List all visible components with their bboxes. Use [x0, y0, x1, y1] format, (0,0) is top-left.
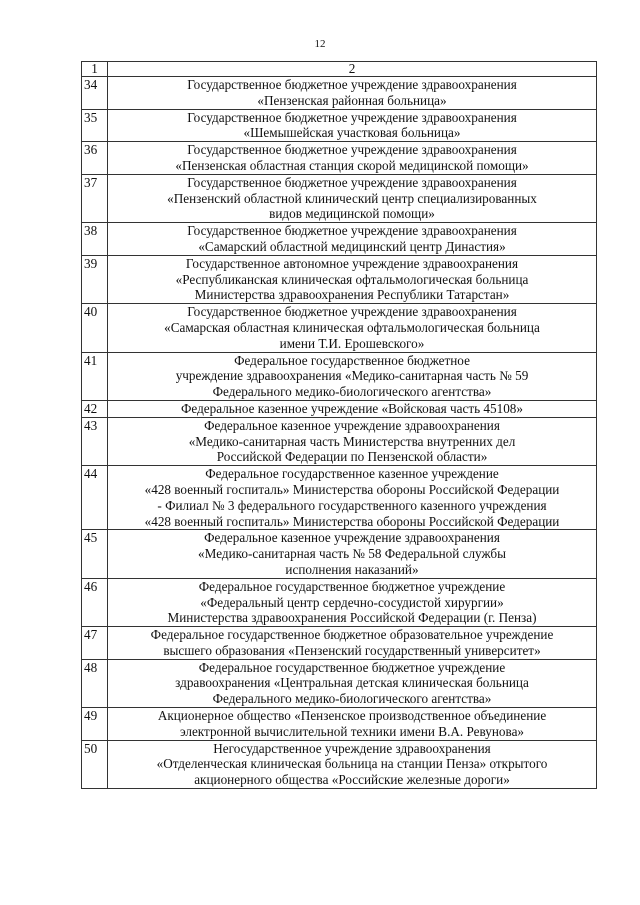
table-row: [82, 174, 597, 222]
institution-name-line: Федеральное государственное бюджетное учреждение: [198, 659, 506, 675]
header-col-name: 2: [108, 62, 597, 77]
institution-name: [108, 740, 597, 788]
page-number: 12: [314, 38, 326, 50]
institution-name-line: Акционерное общество «Пензенское производственное объединение: [157, 708, 547, 724]
row-number: 47: [82, 627, 108, 660]
institution-name: [108, 352, 597, 400]
institution-name-line: акционерного общества «Российские железные дороги»: [194, 772, 510, 788]
row-number: 45: [82, 530, 108, 578]
institution-name-line: Федеральное казенное учреждение здравоохранения: [204, 417, 500, 433]
institution-name-line: «Республиканская клиническая офтальмологическая больница: [175, 271, 529, 287]
table-row: [82, 352, 597, 400]
row-number: 37: [82, 174, 108, 222]
institution-name-line: видов медицинской помощи»: [269, 206, 435, 222]
institution-name-line: здравоохранения «Центральная детская клиническая больница: [175, 675, 529, 691]
table-row: [82, 530, 597, 578]
institution-name-line: Государственное бюджетное учреждение здравоохранения: [187, 174, 517, 190]
row-number: 50: [82, 740, 108, 788]
row-number: 39: [82, 255, 108, 303]
institution-name-line: Российской Федерации по Пензенской области»: [216, 449, 488, 465]
table-row: [82, 740, 597, 788]
institution-name: [108, 255, 597, 303]
row-number: 40: [82, 304, 108, 352]
institution-name-line: исполнения наказаний»: [285, 561, 419, 577]
institution-name-line: Негосударственное учреждение здравоохранения: [213, 740, 491, 756]
institution-name-line: «428 военный госпиталь» Министерства обороны Российской Федерации: [144, 513, 560, 529]
row-number: 38: [82, 223, 108, 256]
institution-name-line: Федеральное казенное учреждение «Войсковая часть 45108»: [180, 400, 523, 416]
institution-name: [108, 466, 597, 530]
institution-name-line: Государственное бюджетное учреждение здравоохранения: [187, 109, 517, 125]
table-row: [82, 223, 597, 256]
table-row: [82, 400, 597, 417]
table-row: [82, 417, 597, 465]
table-header-row: [82, 62, 597, 77]
institution-name: [108, 627, 597, 660]
table-row: [82, 578, 597, 626]
institution-name-line: Государственное бюджетное учреждение здравоохранения: [187, 142, 517, 158]
institution-name: [108, 304, 597, 352]
institution-name: [108, 578, 597, 626]
institution-name: [108, 223, 597, 256]
institution-name-line: «Самарская областная клиническая офтальмологическая больница: [164, 319, 540, 335]
institution-name-line: учреждение здравоохранения «Медико-санитарная часть № 59: [175, 368, 529, 384]
table-row: [82, 659, 597, 707]
institution-name-line: Государственное бюджетное учреждение здравоохранения: [187, 223, 517, 239]
institution-name-line: Федеральное государственное бюджетное учреждение: [198, 578, 506, 594]
institution-name-line: Федеральное казенное учреждение здравоохранения: [204, 530, 500, 546]
row-number: 36: [82, 142, 108, 175]
institution-name-line: «Пензенская областная станция скорой медицинской помощи»: [175, 157, 529, 173]
institution-name-line: высшего образования «Пензенский государственный университет»: [163, 642, 541, 658]
institution-name-line: Федеральное государственное бюджетное образовательное учреждение: [150, 627, 554, 643]
institution-name-line: Федерального медико-биологического агентства»: [212, 384, 492, 400]
institution-name: [108, 400, 597, 417]
institution-name-line: «Шемышейская участковая больница»: [243, 125, 461, 141]
institution-name: [108, 708, 597, 741]
row-number: 42: [82, 400, 108, 417]
table-row: [82, 304, 597, 352]
institution-name-line: «Отделенческая клиническая больница на станции Пенза» открытого: [156, 756, 548, 772]
table-row: [82, 77, 597, 110]
institution-name-line: Государственное автономное учреждение здравоохранения: [185, 255, 519, 271]
institution-name-line: «Самарский областной медицинский центр Династия»: [198, 238, 506, 254]
institution-name-line: Государственное бюджетное учреждение здравоохранения: [187, 304, 517, 320]
institution-name-line: «Федеральный центр сердечно-сосудистой хирургии»: [200, 594, 504, 610]
institution-name-line: электронной вычислительной техники имени В.А. Ревунова»: [179, 723, 525, 739]
institution-name-line: «Пензенская районная больница»: [257, 92, 447, 108]
institution-name-line: Государственное бюджетное учреждение здравоохранения: [187, 77, 517, 92]
institution-name: [108, 530, 597, 578]
institution-name-line: - Филиал № 3 федерального государственного казенного учреждения: [157, 497, 547, 513]
row-number: 48: [82, 659, 108, 707]
table-row: [82, 255, 597, 303]
header-col-number: 1: [82, 62, 108, 77]
institution-name-line: Министерства здравоохранения Республики Татарстан»: [194, 287, 510, 303]
row-number: 49: [82, 708, 108, 741]
institution-name: [108, 659, 597, 707]
table-body: [82, 62, 597, 789]
row-number: 35: [82, 109, 108, 142]
institution-name-line: «428 военный госпиталь» Министерства обороны Российской Федерации: [144, 481, 560, 497]
institution-name-line: имени Т.И. Ерошевского»: [279, 335, 425, 351]
table-row: [82, 142, 597, 175]
table-row: [82, 627, 597, 660]
institution-name-line: «Медико-санитарная часть № 58 Федеральной службы: [198, 546, 506, 562]
row-number: 43: [82, 417, 108, 465]
institution-name-line: Федеральное государственное казенное учреждение: [205, 466, 499, 482]
institution-name: [108, 174, 597, 222]
table-row: [82, 708, 597, 741]
institution-name-line: «Медико-санитарная часть Министерства внутренних дел: [188, 433, 516, 449]
institution-name: [108, 142, 597, 175]
table-row: [82, 109, 597, 142]
institution-name-line: Федерального медико-биологического агентства»: [212, 691, 492, 707]
row-number: 44: [82, 466, 108, 530]
institution-name-line: Министерства здравоохранения Российской Федерации (г. Пенза): [167, 610, 537, 626]
institution-name-line: «Пензенский областной клинический центр специализированных: [167, 190, 537, 206]
row-number: 34: [82, 77, 108, 110]
institution-name: [108, 77, 597, 110]
row-number: 41: [82, 352, 108, 400]
institution-name: [108, 109, 597, 142]
institutions-table: [81, 61, 597, 789]
row-number: 46: [82, 578, 108, 626]
institution-name-line: Федеральное государственное бюджетное: [234, 352, 470, 368]
institution-name: [108, 417, 597, 465]
table-row: [82, 466, 597, 530]
